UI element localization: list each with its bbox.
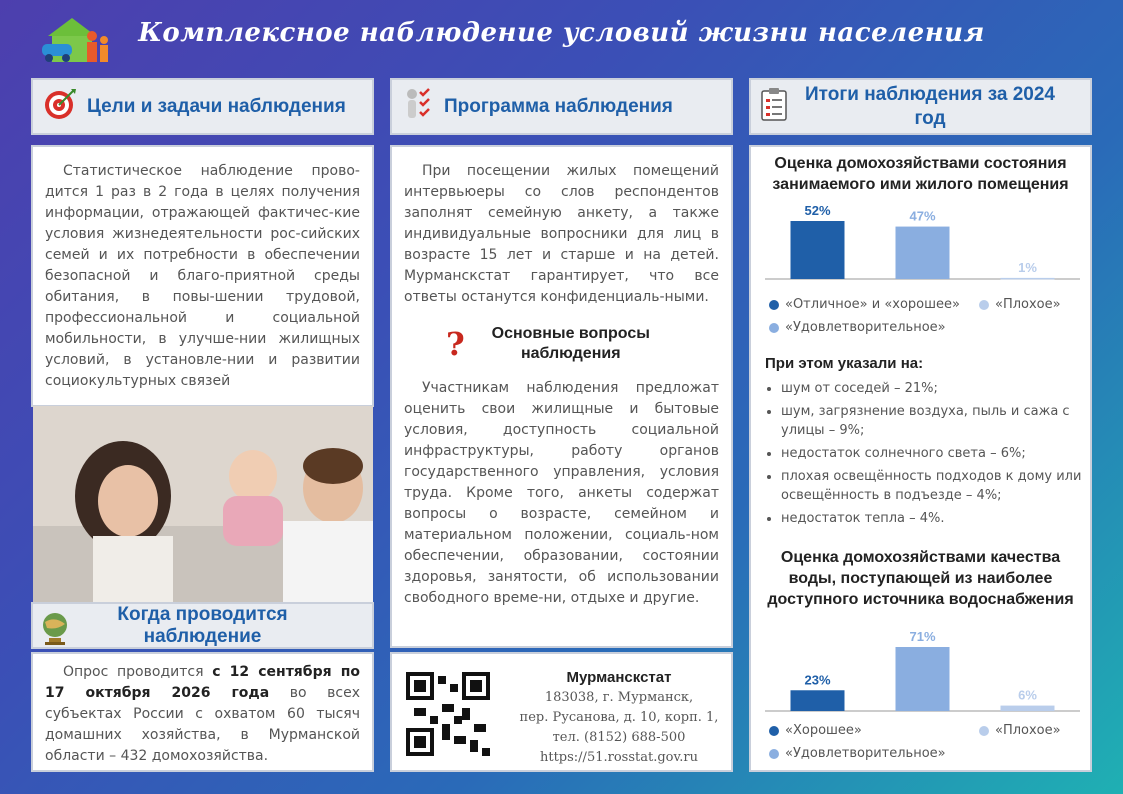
chart1-legend-label-good: «Отличное» и «хорошее» bbox=[785, 297, 960, 312]
when-header bbox=[31, 602, 374, 649]
when-header-label: Когда проводится наблюдение bbox=[117, 603, 288, 647]
contact-block bbox=[510, 668, 728, 768]
chart2-legend-label-bad: «Плохое» bbox=[995, 723, 1061, 738]
chart1-bar bbox=[791, 221, 845, 279]
chart1-legend-item-good bbox=[769, 297, 960, 312]
contact-address-2: пер. Русанова, д. 10, корп. 1, bbox=[519, 710, 719, 725]
when-text bbox=[45, 662, 360, 767]
indicated-item: • недостаток солнечного света – 6%; bbox=[781, 444, 1083, 463]
chart1-housing-condition bbox=[765, 199, 1080, 283]
chart2-legend-label-good: «Хорошее» bbox=[785, 723, 862, 738]
questions-heading bbox=[446, 324, 719, 364]
family-photo bbox=[33, 406, 373, 602]
chart2-legend-item-good bbox=[769, 723, 862, 738]
chart2-water-quality bbox=[765, 625, 1080, 715]
program-panel bbox=[390, 145, 733, 648]
when-panel bbox=[31, 652, 374, 772]
indicated-item: • шум от соседей – 21%; bbox=[781, 379, 1083, 398]
when-pre: Опрос проводится bbox=[63, 664, 213, 680]
program-header-label: Программа наблюдения bbox=[444, 95, 673, 117]
chart2-data-label: 6% bbox=[1018, 687, 1037, 703]
program-header bbox=[390, 78, 733, 135]
results-panel bbox=[749, 145, 1092, 772]
chart1-legend-label-satisfactory: «Удовлетворительное» bbox=[785, 320, 946, 335]
chart2-bar bbox=[1001, 706, 1055, 711]
goals-text: Статистическое наблюдение прово-дится 1 раз в 2 года в целях получения информации, отражающей фактичес-кие условия жизнедеятельности рос-сийских семей и их потребности в обеспечении безопасной и благо-приятной среды обитания, в повы-шении трудовой, профессиональной и социальной мобильности, в улучше-нии жилищных условий, в установле-нии и развитии социокультурных связей bbox=[45, 163, 360, 389]
chart2-title: Оценка домохозяйствами качества воды, поступающей из наиболее доступного источника водоснабжения bbox=[767, 549, 1074, 608]
clipboard-icon bbox=[761, 87, 787, 126]
goals-panel bbox=[31, 145, 374, 407]
contact-name: Мурманскстат bbox=[566, 669, 672, 686]
chart1-title: Оценка домохозяйствами состояния занимаемого ими жилого помещения bbox=[772, 155, 1069, 193]
chart1-data-label: 47% bbox=[909, 208, 936, 224]
chart1-bar bbox=[896, 227, 950, 279]
chart1-data-label: 52% bbox=[804, 203, 831, 218]
chart1-legend-item-satisfactory bbox=[769, 320, 946, 335]
chart1-legend bbox=[769, 297, 1084, 341]
questions-text: Участникам наблюдения предложат оценить свои жилищные и бытовые условия, доступность социальной инфраструктуры, работу органов государственного управления, условия труда. Кроме того, анкеты содержат вопросы о возрасте, семейном и материальном положении, социаль-ном обеспечении, образовании, состоянии здоровья, занятости, об использовании свободного време-ни, отдыхе и другие. bbox=[404, 380, 719, 606]
page-title: Комплексное наблюдение условий жизни населения bbox=[138, 18, 985, 48]
chart1-bar bbox=[1001, 278, 1055, 280]
chart2-legend-item-bad bbox=[979, 723, 1061, 738]
goals-header bbox=[31, 78, 374, 135]
goals-header-label: Цели и задачи наблюдения bbox=[87, 95, 346, 117]
checklist-icon bbox=[404, 86, 434, 127]
questions-title: Основные вопросы наблюдения bbox=[491, 325, 650, 362]
chart2-bar bbox=[791, 690, 845, 711]
indicated-list bbox=[763, 379, 1083, 532]
indicated-title: При этом указали на: bbox=[765, 355, 924, 372]
chart2-data-label: 23% bbox=[804, 672, 831, 688]
indicated-item: • плохая освещённость подходов к дому или освещённость в подъезде – 4%; bbox=[781, 467, 1083, 505]
indicated-item: • недостаток тепла – 4%. bbox=[781, 509, 1083, 528]
when-post: во всех субъектах России с охватом 60 тысяч домашних хозяйства, в Мурманской области – 432 домохозяйства. bbox=[45, 685, 360, 764]
when-dates: с 12 сентября по 17 октября 2026 года bbox=[45, 664, 360, 701]
chart1-legend-label-bad: «Плохое» bbox=[995, 297, 1061, 312]
globe-icon bbox=[39, 610, 71, 651]
contact-address-1: 183038, г. Мурманск, bbox=[544, 690, 694, 705]
chart1-data-label: 1% bbox=[1018, 259, 1037, 275]
qr-code-icon bbox=[406, 672, 490, 761]
indicated-item: • шум, загрязнение воздуха, пыль и сажа с улицы – 9%; bbox=[781, 402, 1083, 440]
chart1-legend-item-bad bbox=[979, 297, 1061, 312]
contact-panel bbox=[390, 652, 733, 772]
chart2-legend-label-satisfactory: «Удовлетворительное» bbox=[785, 746, 946, 761]
chart2-legend bbox=[769, 723, 1084, 767]
contact-website-link[interactable]: https://51.rosstat.gov.ru bbox=[539, 750, 698, 765]
question-mark-icon: ? bbox=[446, 325, 465, 363]
chart2-data-label: 71% bbox=[909, 629, 936, 644]
results-header-label: Итоги наблюдения за 2024 год bbox=[805, 83, 1055, 129]
results-header bbox=[749, 78, 1092, 135]
program-text: При посещении жилых помещений интервьюеры со слов респондентов заполнят семейную анкету, а также индивидуальные вопросники для лиц в возрасте 15 лет и старше и на детей. Мурманскстат гарантирует, что все ответы останутся конфиденциаль-ными. bbox=[404, 163, 719, 305]
chart2-bar bbox=[896, 647, 950, 711]
chart2-legend-item-satisfactory bbox=[769, 746, 946, 761]
target-icon bbox=[43, 87, 77, 126]
contact-phone: тел. (8152) 688-500 bbox=[552, 730, 686, 745]
